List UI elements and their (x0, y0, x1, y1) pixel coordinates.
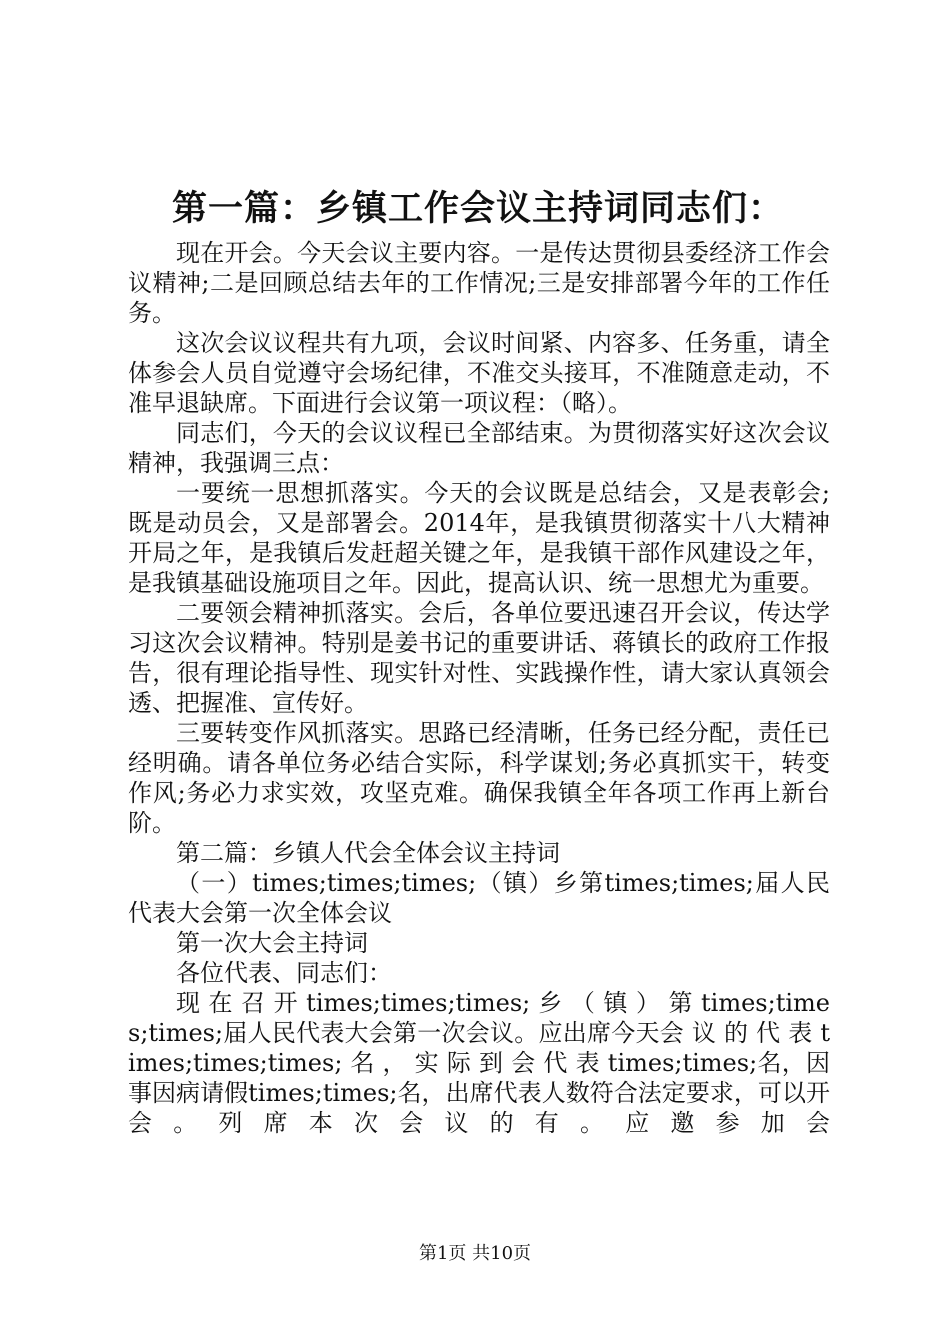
document-title: 第一篇：乡镇工作会议主持词同志们： (171, 189, 784, 229)
paragraph-salutation: 各位代表、同志们： (176, 959, 392, 987)
paragraph-point-three: 三要转变作风抓落实。思路已经清晰，任务已经分配，责任已经明确。请各单位务必结合实际，科学谋划;务必真抓实干，转变作风;务必力求实效，攻坚克难。确保我镇全年各项工作再上新台阶。 (128, 719, 830, 837)
document-body (128, 238, 830, 1138)
paragraph-point-two: 二要领会精神抓落实。会后，各单位要迅速召开会议，传达学习这次会议精神。特别是姜书记的重要讲话、蒋镇长的政府工作报告，很有理论指导性、现实针对性、实践操作性，请大家认真领会透、把握准、宣传好。 (128, 599, 830, 717)
paragraph-session-title: （一）times;times;times;（镇）乡第times;times;届人民代表大会第一次全体会议 (128, 869, 830, 927)
paragraph-point-one: 一要统一思想抓落实。今天的会议既是总结会，又是表彰会;既是动员会，又是部署会。2014年，是我镇贯彻落实十八大精神开局之年，是我镇后发赶超关键之年，是我镇干部作风建设之年，是我镇基础设施项目之年。因此，提高认识、统一思想尤为重要。 (128, 479, 830, 597)
paragraph-closing: 同志们，今天的会议议程已全部结束。为贯彻落实好这次会议精神，我强调三点： (128, 419, 830, 477)
paragraph-first-speech: 第一次大会主持词 (176, 929, 368, 957)
paragraph-agenda: 这次会议议程共有九项，会议时间紧、内容多、任务重，请全体参会人员自觉遵守会场纪律，不准交头接耳，不准随意走动，不准早退缺席。下面进行会议第一项议程：（略）。 (128, 329, 830, 417)
page-footer: 第1页 共10页 (418, 1243, 532, 1264)
paragraph-opening-notice: 现 在 召 开 times;times;times; 乡 （ 镇 ） 第 times;times;times;届人民代表大会第一次会议。应出席今天会 议 的 代 表 times;times;times; 名 ， 实 际 到 会 代 表 times;times;名，因事因病请假times;times;名，出席代表人数符合法定要求，可以开会。列席本次会议的有。应邀参加会 (128, 989, 830, 1137)
section-heading-second: 第二篇：乡镇人代会全体会议主持词 (176, 839, 560, 867)
paragraph-intro: 现在开会。今天会议主要内容。一是传达贯彻县委经济工作会议精神;二是回顾总结去年的工作情况;三是安排部署今年的工作任务。 (128, 239, 830, 327)
